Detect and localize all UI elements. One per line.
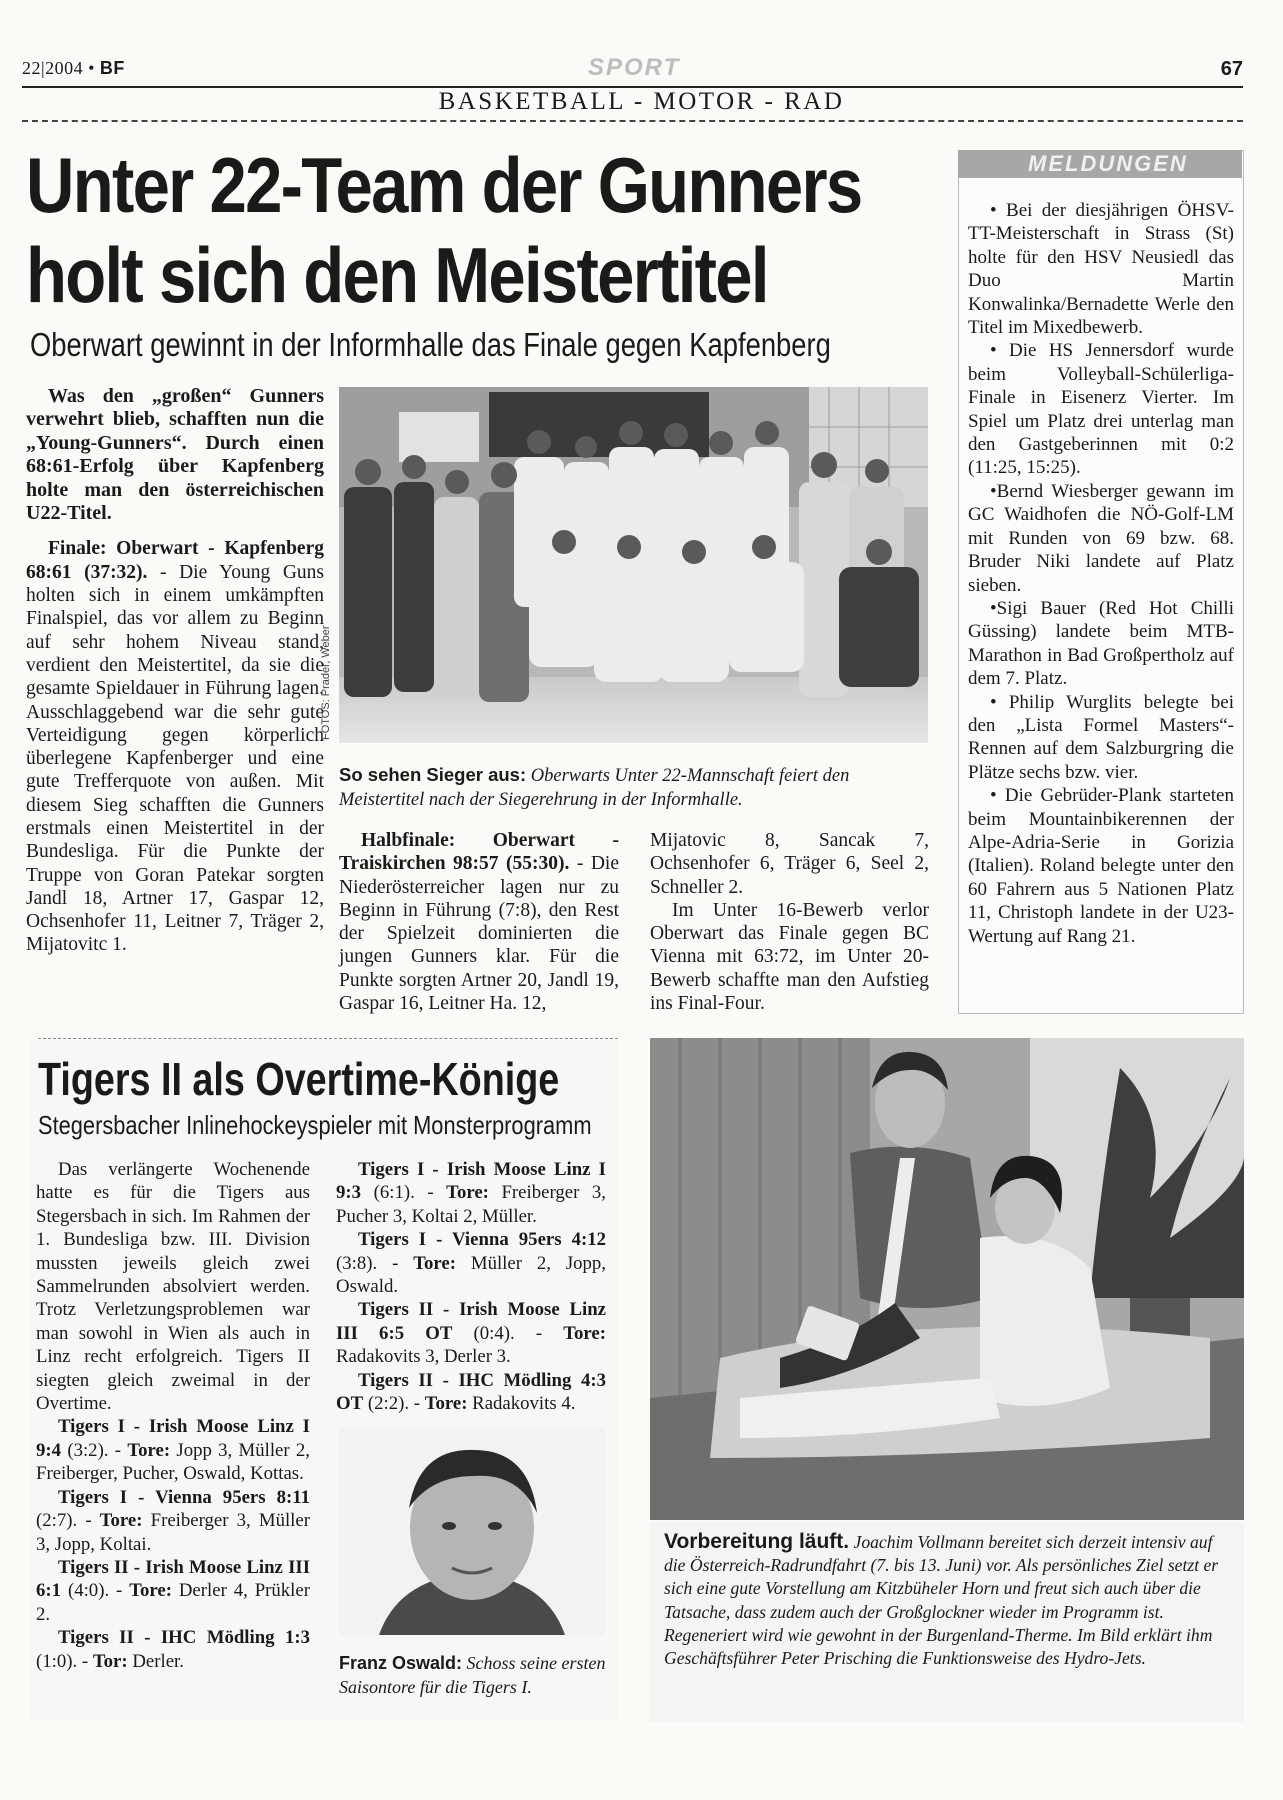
hydrojet-caption-text: Joachim Vollmann bereitet sich derzeit intensiv auf die Österreich-Radrundfahrt (7. bis 13. Juni) vor. Als persönliches Ziel setzt er sich eine gute Vorstellung am Kitzbüheler Horn und freut sich auch über die Tatsache, dass zudem auch der Großglockner wieder im Programm ist. Regeneriert wird wie gewohnt in der Burgenland-Therme. Im Bild erklärt ihm Geschäftsführer Peter Prisching die Funktionsweise des Hydro-Jets.	[664, 1532, 1219, 1669]
goal-scorers: Radakovits 4.	[467, 1393, 576, 1415]
main-column-1	[26, 385, 324, 957]
game-halftime: (3:2). -	[61, 1439, 128, 1461]
news-item: • Die HS Jennersdorf wurde beim Volleyball-Schülerliga-Finale in Eisenerz Vierter. Im Spiel um Platz drei unterlag man den Gastgeberinnen mit 0:2 (11:25, 15:25).	[968, 340, 1234, 479]
game-halftime: (1:0). -	[36, 1650, 93, 1672]
semifinal-paragraph	[339, 829, 619, 1015]
portrait-image	[339, 1428, 605, 1635]
scorers-continued: Mijatovic 8, Sancak 7, Ochsenhofer 6, Träger 6, Seel 2, Schneller 2.	[650, 830, 929, 898]
lead-paragraph: Was den „großen“ Gunners verwehrt blieb, schafften nun die „Young-Gunners“. Durch einen 68:61-Erfolg über Kapfenberg holte man den österreichischen U22-Titel.	[26, 385, 324, 525]
headline-line-1: Unter 22-Team der Gunners	[26, 141, 862, 229]
subsection-label: BASKETBALL - MOTOR - RAD	[438, 88, 845, 115]
game-halftime: (4:0). -	[61, 1580, 130, 1602]
main-column-2	[339, 829, 619, 1015]
game-halftime: (0:4). -	[452, 1322, 564, 1344]
game-result	[36, 1415, 310, 1485]
goals-label: Tore:	[413, 1252, 456, 1274]
game-head: Tigers II - Irish Moose Linz III 6:5 OT	[336, 1299, 606, 1344]
tigers-column-2	[336, 1158, 606, 1415]
portrait-caption-lead: Franz Oswald:	[339, 1653, 463, 1673]
main-headline	[26, 140, 862, 320]
goals-label: Tore:	[446, 1182, 489, 1204]
semifinal-head: Halbfinale: Oberwart - Traiskirchen 98:57 (55:30).	[339, 830, 619, 875]
tigers-column-1	[36, 1158, 310, 1673]
goal-scorers: Freiberger 3, Müller 3, Jopp, Koltai.	[36, 1510, 310, 1555]
game-head: Tigers I - Irish Moose Linz I 9:4	[36, 1416, 310, 1461]
news-items	[968, 199, 1234, 948]
page-number: 67	[1220, 58, 1243, 80]
goal-scorers: Derler 4, Prükler 2.	[36, 1580, 310, 1625]
team-photo-image	[339, 387, 928, 743]
portrait-caption	[339, 1652, 609, 1699]
team-photo	[339, 387, 928, 743]
game-halftime: (2:7). -	[36, 1510, 100, 1532]
main-column-3	[650, 829, 929, 1015]
photo-credit-text: FOTOS: Prader, Weber	[320, 625, 332, 740]
news-item: • Bei der diesjährigen ÖHSV-TT-Meisterschaft in Strass (St) holte für den HSV Neusiedl das Duo Martin Konwalinka/Bernadette Werle den Titel im Mixedbewerb.	[968, 200, 1234, 339]
goals-label: Tore:	[424, 1393, 468, 1415]
goals-label: Tore:	[99, 1510, 143, 1532]
news-item: •Bernd Wiesberger gewann im GC Waidhofen die NÖ-Golf-LM mit Runden von 69 bzw. 68. Bruder Niki landete auf Platz sieben.	[968, 480, 1234, 596]
game-result	[36, 1486, 310, 1556]
final-paragraph	[26, 537, 324, 956]
caption-text: Oberwarts Unter 22-Mannschaft feiert den Meistertitel nach der Siegerehrung in der Informhalle.	[339, 766, 850, 810]
tigers-subhead: Stegersbacher Inlinehockeyspieler mit Monsterprogramm	[38, 1110, 592, 1140]
game-halftime: (3:8). -	[336, 1252, 414, 1274]
semifinal-text: - Die Niederösterreicher lagen nur zu Beginn in Führung (7:8), den Rest der Spielzeit dominierten die jungen Gunners klar. Für die Punkte sorgten Artner 20, Jandl 19, Gaspar 16, Leitner Ha. 12,	[339, 853, 620, 1015]
game-head: Tigers II - IHC Mödling 1:3	[58, 1627, 310, 1649]
game-result	[36, 1556, 310, 1626]
game-result	[336, 1228, 606, 1298]
header-divider	[22, 120, 1243, 122]
goal-scorers: Freiberger 3, Pucher 3, Koltai 2, Müller.	[336, 1182, 606, 1227]
game-result	[336, 1158, 606, 1228]
goal-scorers: Jopp 3, Müller 2, Freiberger, Pucher, Oswald, Kottas.	[36, 1439, 310, 1485]
goal-scorers: Radakovits 3, Derler 3.	[336, 1346, 511, 1368]
game-head: Tigers II - IHC Mödling 4:3 OT	[336, 1369, 606, 1415]
hydrojet-caption	[664, 1530, 1230, 1670]
portrait-photo	[339, 1428, 605, 1635]
photo-credit	[318, 625, 338, 740]
goals-label: Tore:	[129, 1580, 172, 1602]
game-head: Tigers II - Irish Moose Linz III 6:1	[36, 1556, 310, 1602]
game-halftime: (2:2). -	[363, 1393, 425, 1415]
bottom-divider	[38, 1038, 618, 1039]
paper-name: BF	[99, 58, 125, 78]
main-subhead: Oberwart gewinnt in der Informhalle das Finale gegen Kapfenberg	[30, 326, 831, 363]
game-head: Tigers I - Irish Moose Linz I 9:3	[336, 1159, 606, 1204]
goal-scorers: Derler.	[127, 1650, 184, 1672]
goal-scorers: Müller 2, Jopp, Oswald.	[336, 1252, 606, 1298]
game-halftime: (6:1). -	[361, 1182, 447, 1204]
final-text: - Die Young Guns holten sich in einem umkämpften Finalspiel, das vor allem zu Beginn auf sehr hohem Niveau stand, verdient den Meistertitel, da sie die gesamte Spieldauer in Führung lagen. Ausschlaggebend war die sehr gute Verteidigung gegen körperlich überlegene Kapfenberger und eine gute Trefferquote von außen. Mit diesem Sieg schafften die Gunners erstmals einen Meistertitel in der Bundesliga. Für die Punkte der Truppe von Goran Patekar sorgten Jandl 18, Artner 17, Gaspar 12, Ochsenhofer 11, Leitner 7, Träger 2, Mijatovitc 1.	[26, 561, 324, 956]
tigers-headline: Tigers II als Overtime-Könige	[38, 1053, 560, 1105]
game-result	[336, 1369, 606, 1416]
caption-lead: So sehen Sieger aus:	[339, 764, 527, 785]
final-head: Finale: Oberwart - Kapfenberg 68:61 (37:32).	[26, 538, 324, 583]
issue-number: 22|2004 •	[22, 58, 95, 78]
headline-line-2: holt sich den Meistertitel	[26, 231, 768, 319]
news-item: • Die Gebrüder-Plank starteten beim Mountainbikerennen der Alpe-Adria-Serie in Gorizia (Italien). Roland belegte unter den 60 Fahrern aus 5 Nationen Platz 11, Christoph landete in der U23-Wertung auf Rang 21.	[968, 785, 1234, 947]
game-head: Tigers I - Vienna 95ers 8:11	[58, 1486, 310, 1508]
news-box-title: MELDUNGEN	[958, 150, 1242, 178]
news-item: • Philip Wurglits belegte bei den „Lista Formel Masters“-Rennen auf dem Salzburgring die Plätze sechs bzw. vier.	[968, 691, 1234, 783]
u16-paragraph: Im Unter 16-Bewerb verlor Oberwart das Finale gegen BC Vienna mit 63:72, im Unter 20-Bewerb schaffte man den Aufstieg ins Final-Four.	[650, 899, 929, 1015]
news-item: •Sigi Bauer (Red Hot Chilli Güssing) landete beim MTB-Marathon in Bad Großpertholz auf dem 7. Platz.	[968, 597, 1234, 690]
issue-info	[22, 58, 125, 79]
tigers-intro: Das verlängerte Wochenende hatte es für die Tigers aus Stegersbach in sich. Im Rahmen der 1. Bundesliga bzw. III. Division mussten jeweils gleich zwei Sammelrunden absolviert werden. Trotz Verletzungsproblemen war man sowohl in Wien als auch in Linz recht erfolgreich. Tigers II siegten gleich zweimal in der Overtime.	[36, 1159, 310, 1415]
hydrojet-caption-lead: Vorbereitung läuft.	[664, 1530, 850, 1553]
portrait-caption-text: Schoss seine ersten Saisontore für die Tigers I.	[339, 1653, 606, 1697]
hydrojet-photo	[650, 1038, 1244, 1520]
goals-label: Tore:	[127, 1439, 171, 1461]
section-label: SPORT	[588, 54, 681, 81]
game-head: Tigers I - Vienna 95ers 4:12	[358, 1229, 606, 1251]
game-result	[336, 1298, 606, 1368]
game-result	[36, 1626, 310, 1673]
team-photo-caption	[339, 763, 929, 812]
goals-label: Tor:	[92, 1650, 128, 1672]
goals-label: Tore:	[563, 1322, 606, 1344]
hydrojet-image	[650, 1038, 1244, 1520]
